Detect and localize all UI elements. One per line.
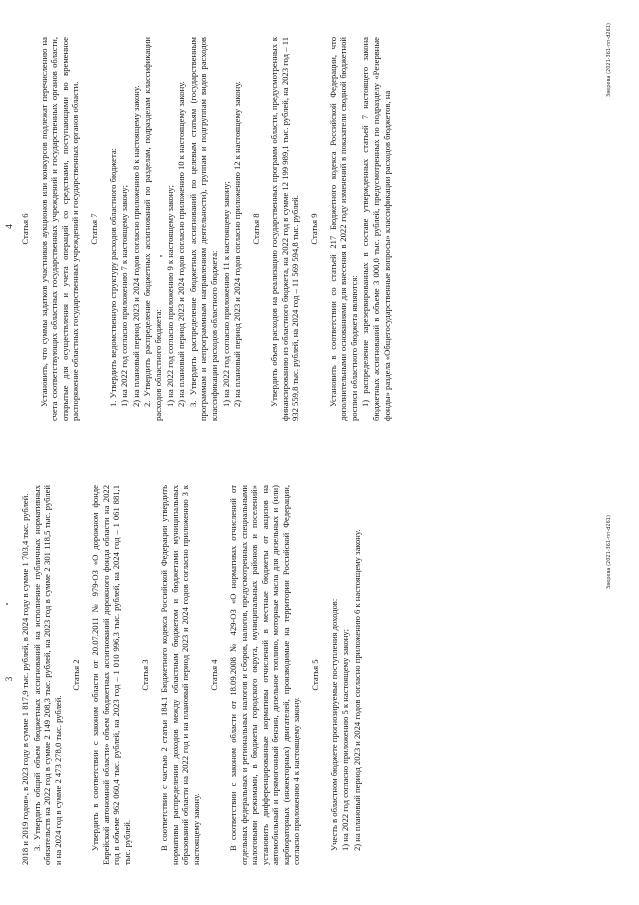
article-9-text: Установить в соответствии со статьей 217 Бюджетного кодекса Российской Федерации, что дополнительными основаниями для внесения в 2022 году изменений в показатели сводной бюджетной росписи областного бюджета являются: bbox=[327, 37, 359, 421]
scan-artifact bbox=[160, 255, 162, 257]
article-5-title: Статья 5 bbox=[310, 659, 321, 691]
article-7-point-2-item-2: 2) на плановый период 2023 и 2024 годов согласно приложению 10 к настоящему закону. bbox=[176, 81, 187, 407]
scan-artifact bbox=[6, 603, 8, 605]
article-7-point-1: 1. Утвердить ведомственную структуру расходов областного бюджета: bbox=[107, 147, 118, 407]
article-7-point-2: 2. Утвердить распределение бюджетных ассигнований по разделам, подразделам классификации расходов областного бюджета: bbox=[142, 37, 163, 421]
article-3-title: Статья 3 bbox=[140, 659, 151, 691]
article-9-title: Статья 9 bbox=[309, 213, 320, 245]
page-footer: Зверева (2021-361-пп-d261) bbox=[606, 23, 612, 97]
paragraph: 2018 и 2019 годов», в 2023 году в сумме 1 817,9 тыс. рублей, в 2024 году в сумме 1 703,4 тыс. рублей. bbox=[20, 493, 30, 865]
article-8-text: Утвердить объем расходов на реализацию государственных программ области, предусмотренных к финансированию из областного бюджета, на 2022 год в сумме 12 199 989,1 тыс. рублей, на 2023 год – 11 932 559,8 тыс. рублей, на 2024 год – 11 569 594,8 тыс. рублей. bbox=[269, 37, 301, 421]
article-7-point-3-item-2: 2) на плановый период 2023 и 2024 годов согласно приложению 12 к настоящему закону. bbox=[232, 81, 243, 407]
page-number: 3 bbox=[4, 676, 14, 682]
article-3-text: В соответствии с частью 2 статьи 184.1 Бюджетного кодекса Российской Федерации утвердить нормативы распределения доходов между областным бюджетом и бюджетами муниципальных образований области на 2022 год и на плановый период 2023 и 2024 годов согласно приложению 3 к настоящему закону. bbox=[158, 485, 201, 865]
page-4-text bbox=[20, 37, 393, 421]
article-7-point-1-item-2: 2) на плановый период 2023 и 2024 годов согласно приложению 8 к настоящему закону. bbox=[130, 85, 141, 407]
article-7-point-2-item-1: 1) на 2022 год согласно приложению 9 к настоящему закону; bbox=[164, 185, 175, 407]
article-5-item-2: 2) на плановый период 2023 и 2024 годов согласно приложению 6 к настоящему закону. bbox=[351, 529, 362, 851]
article-8-title: Статья 8 bbox=[250, 213, 261, 245]
article-2-text: Утвердить в соответствии с законом области от 20.07.2011 № 979-ОЗ «О дорожном фонде Еврейской автономной области» объем бюджетных ассигнований дорожного фонда области на 2022 год в объеме 962 060,4 тыс. рублей, на 2023 год – 1 010 996,3 тыс. рублей, на 2024 год – 1 061 881,1 тыс. рублей. bbox=[89, 485, 132, 865]
page-3 bbox=[0, 453, 639, 905]
article-5-item-1: 1) на 2022 год согласно приложению 5 к настоящему закону; bbox=[340, 629, 351, 851]
article-7-point-1-item-1: 1) на 2022 год согласно приложению 7 к настоящему закону; bbox=[119, 185, 130, 407]
article-7-title: Статья 7 bbox=[88, 213, 99, 245]
paragraph: 3. Утвердить общий объем бюджетных ассигнований на исполнение публичных нормативных обязательств на 2022 год в сумме 2 149 208,3 тыс. рублей, на 2023 год в сумме 2 301 118,5 тыс. рублей и на 2024 год в сумме 2 473 278,0 тыс. рублей. bbox=[31, 485, 63, 865]
article-9-item-1: 1) распределение зарезервированных в составе утвержденных статьей 7 настоящего закона бюджетных ассигнований в объеме 3 000,0 тыс. рублей, предусмотренных по подразделу «Резервные фонды» раздела «Общегосударственные вопросы» классификации расходов бюджетов, на bbox=[360, 37, 392, 421]
article-5-intro: Учесть в областном бюджете прогнозируемые поступления доходов: bbox=[328, 598, 339, 851]
article-4-title: Статья 4 bbox=[209, 659, 220, 691]
page-number: 4 bbox=[4, 224, 14, 229]
page-3-text bbox=[20, 485, 363, 865]
article-6-title: Статья 6 bbox=[20, 213, 30, 245]
article-2-title: Статья 2 bbox=[71, 659, 82, 691]
article-7-point-3-item-1: 1) на 2022 год согласно приложению 11 к настоящему закону; bbox=[220, 181, 231, 407]
article-4-text: В соответствии с законом области от 18.09.2008 № 429-ОЗ «О нормативах отчислений от отдельных федеральных и региональных налогов и сборов, налогов, предусмотренных специальными налоговыми режимами, в бюджеты городского округа, муниципальных районов и поселений» установить дифференцированные нормативы отчислений в местные бюджеты от акцизов на автомобильный и прямогонный бензин, дизельное топливо, моторные масла для дизельных и (или) карбюраторных (инжекторных) двигателей, производимые на территории Российской Федерации, согласно приложению 4 к настоящему закону. bbox=[227, 485, 302, 865]
page-footer: Зверева (2021-361-пп-d261) bbox=[606, 515, 612, 589]
article-6-text: Установить, что суммы задатков участников аукционов или конкурсов подлежат перечислению на счета соответствующих областных государственных учреждений и государственных органов области, открытые для осуществления и учета операций со средствами, поступающими во временное распоряжение областных государственных учреждений и государственных органов области. bbox=[38, 37, 81, 421]
article-7-point-3: 3. Утвердить распределение бюджетных ассигнований по целевым статьям (государственным программам и непрограммным направлениям деятельности), группам и подгруппам видов расходов классификации расходов областного бюджета: bbox=[187, 37, 219, 421]
